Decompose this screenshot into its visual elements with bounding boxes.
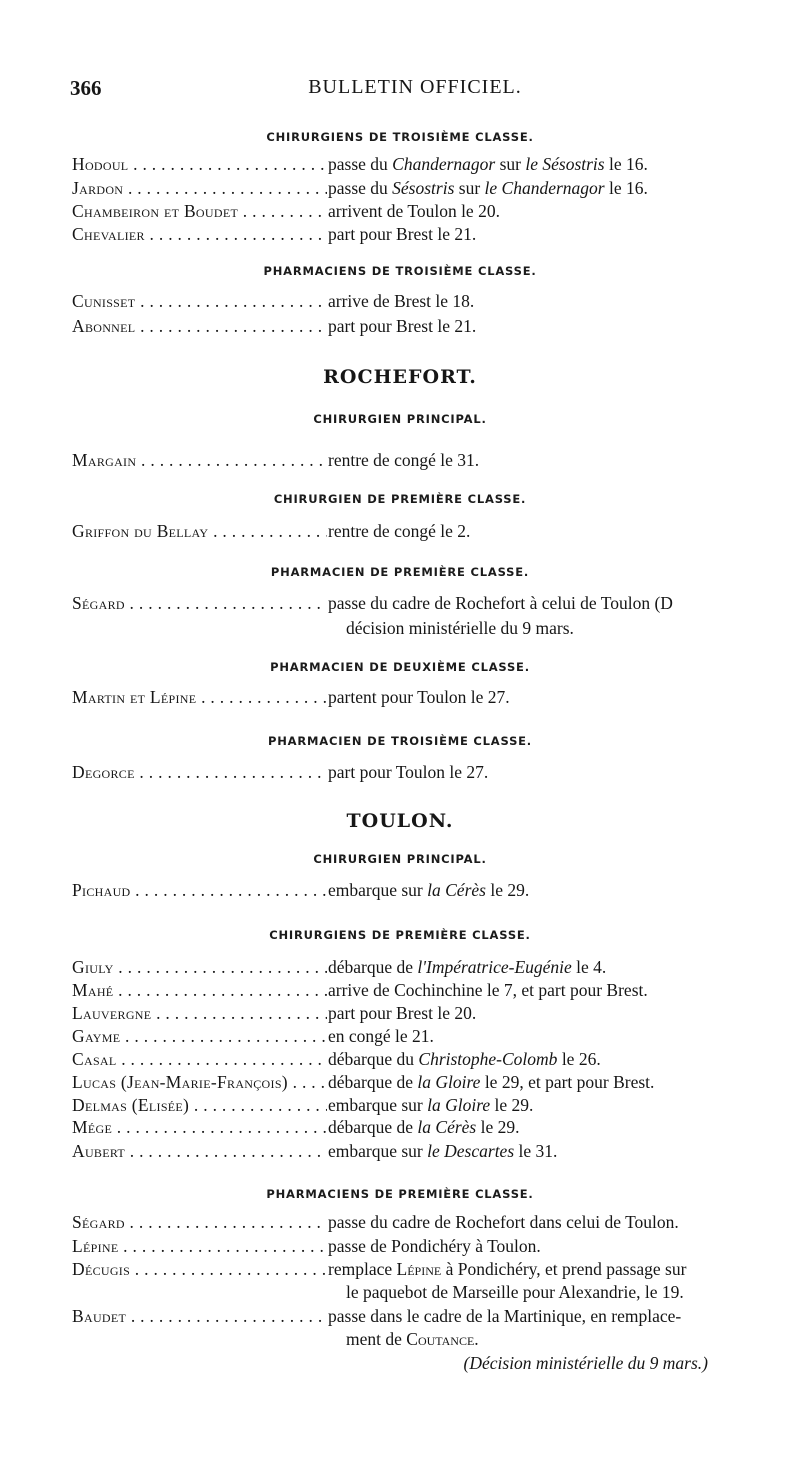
- entry-row: [72, 880, 742, 902]
- entry-continuation: ment de Coutance.: [346, 1329, 479, 1349]
- entry-row: [72, 957, 742, 979]
- entry-name: Mége . . .: [72, 1117, 327, 1138]
- page-number: 366: [70, 76, 102, 100]
- port-title-toulon: TOULON.: [346, 810, 454, 832]
- running-title: BULLETIN OFFICIEL.: [308, 76, 522, 98]
- section-heading: PHARMACIENS DE TROISIÈME CLASSE.: [263, 264, 537, 278]
- section-heading: CHIRURGIEN PRINCIPAL.: [313, 412, 487, 426]
- decision-signature: (Décision ministérielle du 9 mars.): [463, 1353, 708, 1373]
- entry-text: part pour Toulon le 27.: [328, 762, 489, 782]
- entry-text: part pour Brest le 21.: [328, 224, 477, 244]
- entry-row: [72, 593, 742, 615]
- entry-name: Gayme . . .: [72, 1026, 327, 1047]
- entry-row: [72, 154, 742, 176]
- section-heading: PHARMACIENS DE PREMIÈRE CLASSE.: [266, 1187, 534, 1201]
- entry-name: Pichaud . . .: [72, 880, 327, 901]
- entry-text: passe du cadre de Rochefort à celui de Toulon (D: [328, 593, 673, 613]
- section-heading: PHARMACIEN DE TROISIÈME CLASSE.: [268, 734, 532, 748]
- section-heading: CHIRURGIENS DE PREMIÈRE CLASSE.: [269, 928, 531, 942]
- port-title-rochefort: ROCHEFORT.: [323, 366, 477, 388]
- entry-row: [72, 316, 742, 338]
- entry-continuation: le paquebot de Marseille pour Alexandrie, le 19.: [346, 1282, 684, 1302]
- entry-name: Chambeiron et Boudet . . .: [72, 201, 327, 222]
- entry-row: [72, 687, 742, 709]
- entry-row: [72, 1141, 742, 1163]
- entry-text: débarque du Christophe-Colomb le 26.: [328, 1049, 601, 1069]
- entry-row: [72, 762, 742, 784]
- entry-text: embarque sur la Gloire le 29.: [328, 1095, 534, 1115]
- entry-row: [72, 1306, 742, 1328]
- entry-name: Casal . . .: [72, 1049, 327, 1070]
- entry-name: Mahé . . .: [72, 980, 327, 1001]
- entry-row: [72, 1212, 742, 1234]
- entry-text: arrive de Cochinchine le 7, et part pour Brest.: [328, 980, 648, 1000]
- entry-text: partent pour Toulon le 27.: [328, 687, 510, 707]
- entry-text: débarque de la Gloire le 29, et part pour Brest.: [328, 1072, 655, 1092]
- entry-row: [72, 450, 742, 472]
- entry-name: Abonnel . . .: [72, 316, 327, 337]
- entry-name: Lépine . . .: [72, 1236, 327, 1257]
- entry-row: [72, 201, 742, 223]
- entry-name: Lucas (Jean-Marie-François) . . .: [72, 1072, 327, 1093]
- entry-row: [72, 1026, 742, 1048]
- entry-text: débarque de la Cérès le 29.: [328, 1117, 520, 1137]
- entry-name: Margain . . .: [72, 450, 327, 471]
- entry-name: Jardon . . .: [72, 178, 327, 199]
- entry-text: passe dans le cadre de la Martinique, en remplace-: [328, 1306, 682, 1326]
- entry-text: arrivent de Toulon le 20.: [328, 201, 500, 221]
- running-header: [70, 76, 730, 102]
- entry-row: [72, 1117, 742, 1139]
- section-heading: CHIRURGIENS DE TROISIÈME CLASSE.: [266, 130, 534, 144]
- entry-text: rentre de congé le 31.: [328, 450, 480, 470]
- entry-name: Lauvergne . . .: [72, 1003, 327, 1024]
- entry-name: Cunisset . . .: [72, 291, 327, 312]
- entry-text: en congé le 21.: [328, 1026, 434, 1046]
- entry-row: [72, 980, 742, 1002]
- entry-name: Giuly . . .: [72, 957, 327, 978]
- entry-text: rentre de congé le 2.: [328, 521, 471, 541]
- entry-name: Ségard . . .: [72, 593, 327, 614]
- entry-row: [72, 1095, 742, 1117]
- entry-continuation: décision ministérielle du 9 mars.: [346, 618, 574, 638]
- entry-row: [72, 291, 742, 313]
- entry-text: arrive de Brest le 18.: [328, 291, 475, 311]
- entry-text: passe de Pondichéry à Toulon.: [328, 1236, 541, 1256]
- entry-text: part pour Brest le 21.: [328, 316, 477, 336]
- entry-name: Degorce . . .: [72, 762, 327, 783]
- entry-text: remplace Lépine à Pondichéry, et prend passage sur: [328, 1259, 687, 1279]
- entry-row: [72, 521, 742, 543]
- entry-name: Aubert . . .: [72, 1141, 327, 1162]
- entry-name: Griffon du Bellay . . .: [72, 521, 327, 542]
- entry-row: [72, 224, 742, 246]
- entry-name: Décugis . . .: [72, 1259, 327, 1280]
- entry-text: passe du Sésostris sur le Chandernagor le 16.: [328, 178, 648, 198]
- entry-row: [72, 178, 742, 200]
- entry-row: [72, 1003, 742, 1025]
- entry-text: embarque sur la Cérès le 29.: [328, 880, 530, 900]
- entry-name: Ségard . . .: [72, 1212, 327, 1233]
- entry-text: passe du Chandernagor sur le Sésostris le 16.: [328, 154, 648, 174]
- section-heading: PHARMACIEN DE DEUXIÈME CLASSE.: [270, 660, 530, 674]
- entry-row: [72, 1072, 742, 1094]
- entry-name: Baudet . . .: [72, 1306, 327, 1327]
- entry-text: embarque sur le Descartes le 31.: [328, 1141, 558, 1161]
- entry-name: Martin et Lépine . . .: [72, 687, 327, 708]
- entry-text: part pour Brest le 20.: [328, 1003, 477, 1023]
- section-heading: PHARMACIEN DE PREMIÈRE CLASSE.: [270, 565, 530, 579]
- entry-name: Chevalier . . .: [72, 224, 327, 245]
- entry-row: [72, 1049, 742, 1071]
- entry-text: débarque de l'Impératrice-Eugénie le 4.: [328, 957, 607, 977]
- entry-name: Hodoul . . .: [72, 154, 327, 175]
- entry-name: Delmas (Elisée) . . .: [72, 1095, 327, 1116]
- entry-text: passe du cadre de Rochefort dans celui de Toulon.: [328, 1212, 679, 1232]
- section-heading: CHIRURGIEN DE PREMIÈRE CLASSE.: [273, 492, 527, 506]
- entry-row: [72, 1259, 742, 1281]
- section-heading: CHIRURGIEN PRINCIPAL.: [313, 852, 487, 866]
- entry-row: [72, 1236, 742, 1258]
